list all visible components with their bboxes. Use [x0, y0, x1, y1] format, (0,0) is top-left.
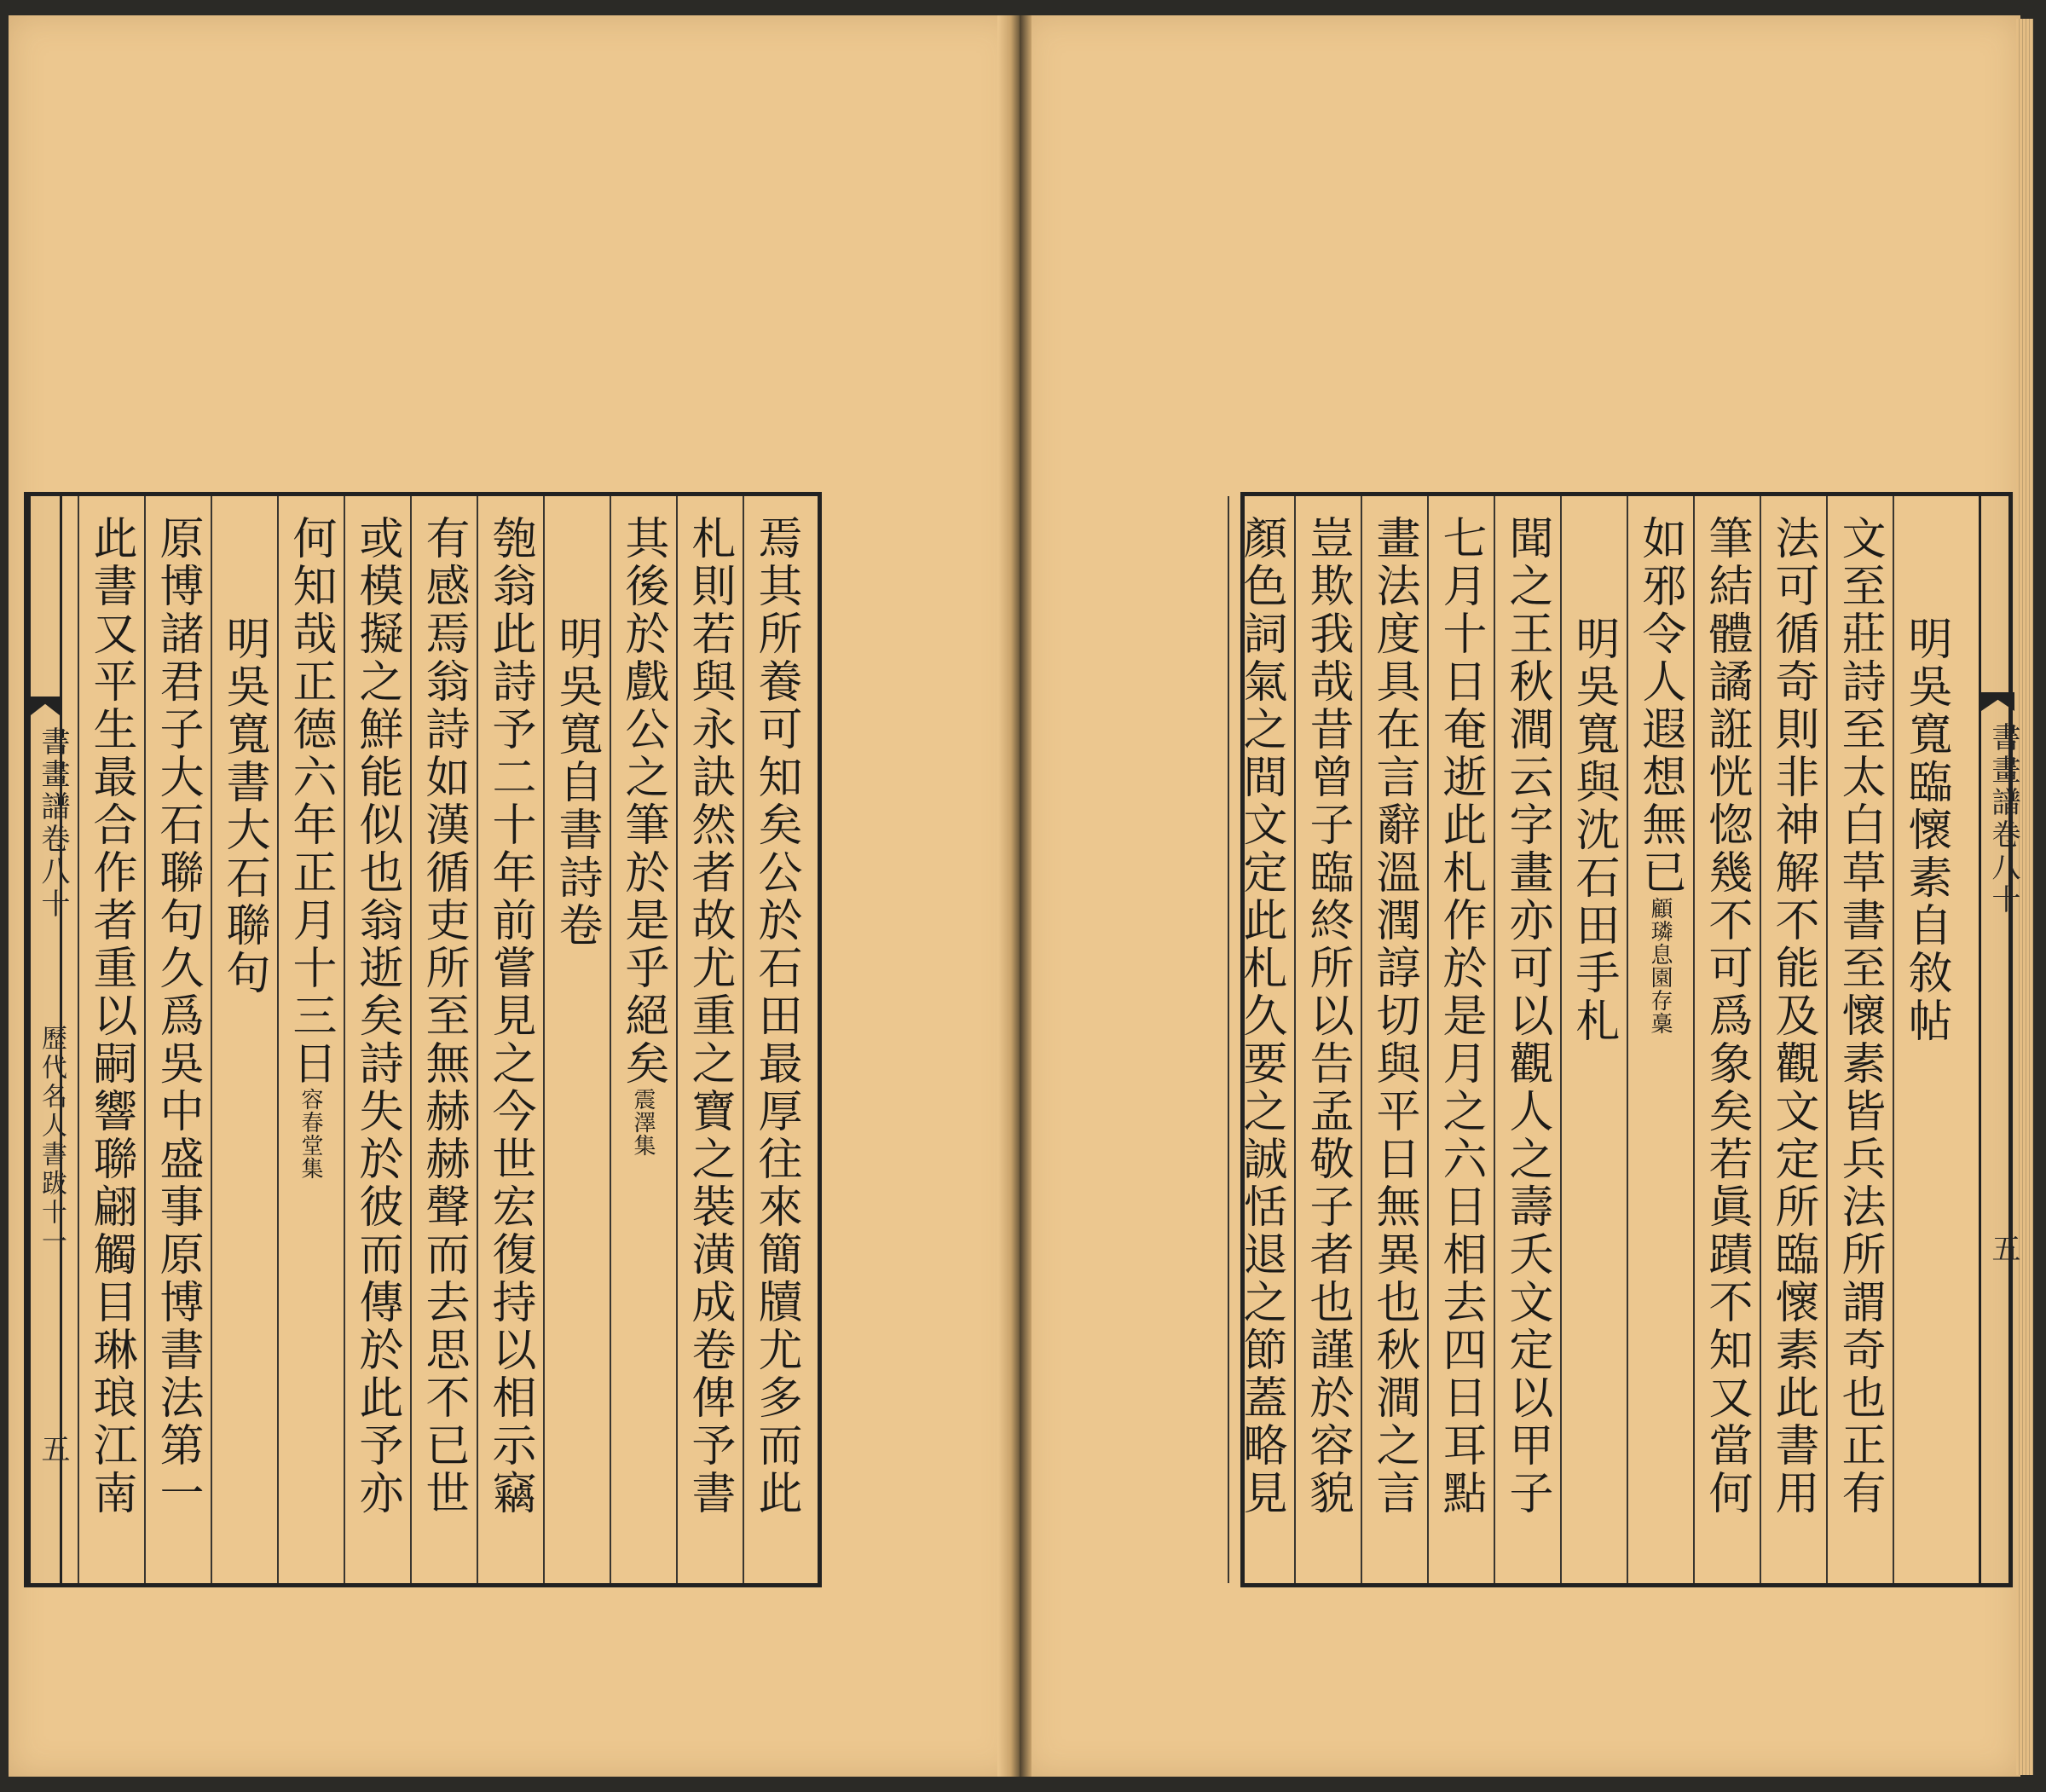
book-gutter-right — [1020, 15, 1032, 1777]
text-column — [1627, 496, 1693, 1583]
source-note: 顧璘息園存稾 — [1647, 897, 1673, 1035]
text-column — [144, 496, 211, 1583]
strip-page-number-right: 五 — [1986, 1234, 2020, 1266]
strip-page-number: 五 — [36, 1434, 70, 1466]
text-column — [344, 496, 410, 1583]
text-column — [1361, 496, 1427, 1583]
text-column — [610, 496, 676, 1583]
column-text: 明吳寬自書詩卷 — [551, 616, 602, 950]
column-text: 聞之王秋澗云字畫亦可以觀人之壽夭文定以甲子 — [1501, 515, 1552, 1517]
column-text: 此書又平生最合作者重以嗣響聯翩觸目琳琅江南 — [85, 515, 136, 1517]
text-column — [1893, 496, 1959, 1583]
strip-title-right: 書畫譜卷八十 — [1986, 722, 2020, 916]
column-text: 原博諸君子大石聯句久爲吳中盛事原博書法第一 — [152, 515, 203, 1517]
text-column — [410, 496, 477, 1583]
column-text: 七月十日奄逝此札作於是月之六日相去四日耳點 — [1435, 515, 1486, 1517]
column-text: 何知哉正德六年正月十三日 — [285, 515, 336, 1088]
column-text: 匏翁此詩予二十年前嘗見之今世宏復持以相示竊 — [484, 515, 535, 1517]
text-column — [543, 496, 610, 1583]
column-text: 明吳寬書大石聯句 — [218, 616, 269, 997]
text-column — [277, 496, 344, 1583]
right-text-frame — [1235, 492, 2013, 1587]
source-note: 容春堂集 — [298, 1088, 323, 1180]
text-column — [78, 496, 144, 1583]
center-strip — [28, 496, 70, 1583]
column-text: 文至莊詩至太白草書至懷素皆兵法所謂奇也正有 — [1834, 515, 1885, 1517]
column-text: 焉其所養可知矣公於石田最厚往來簡牘尤多而此 — [750, 515, 801, 1517]
fish-tail-mark — [31, 697, 60, 715]
column-text: 豈欺我哉昔曾子臨終所以告孟敬子者也謹於容貌 — [1302, 515, 1353, 1517]
text-column — [211, 496, 277, 1583]
book-gutter — [997, 15, 1020, 1777]
left-text-frame — [24, 492, 822, 1587]
column-text: 其後於戲公之筆於是乎絕矣 — [617, 515, 668, 1088]
column-text: 明吳寬與沈石田手札 — [1568, 616, 1619, 1045]
text-column — [1560, 496, 1627, 1583]
text-column — [1760, 496, 1826, 1583]
column-text: 法可循奇則非神解不能及觀文定所臨懷素此書用 — [1767, 515, 1818, 1517]
text-column — [1826, 496, 1893, 1583]
fish-tail-mark-right — [1981, 692, 2014, 711]
column-text: 有感焉翁詩如漢循吏所至無赫赫聲而去思不已世 — [418, 515, 469, 1517]
right-center-strip — [1979, 492, 2020, 1587]
column-text: 顏色詞氣之間文定此札久要之誠恬退之節蓋略見 — [1235, 515, 1286, 1517]
text-column — [743, 496, 809, 1583]
text-column — [1294, 496, 1361, 1583]
column-text: 明吳寬臨懷素自敘帖 — [1900, 616, 1951, 1045]
text-column — [676, 496, 743, 1583]
column-text: 如邪令人遐想無已 — [1634, 515, 1685, 897]
strip-title: 書畫譜卷八十 — [36, 726, 70, 921]
text-column — [1693, 496, 1760, 1583]
column-text: 札則若與永訣然者故尤重之寶之裝潢成卷俾予書 — [684, 515, 735, 1517]
text-column — [1228, 496, 1294, 1583]
text-column — [477, 496, 543, 1583]
text-column — [1494, 496, 1560, 1583]
column-text: 或模擬之鮮能似也翁逝矣詩失於彼而傳於此予亦 — [351, 515, 402, 1517]
column-text: 筆結體譎誑恍惚幾不可爲象矣若眞蹟不知又當何 — [1701, 515, 1752, 1517]
source-note: 震澤集 — [630, 1088, 656, 1157]
text-column — [1427, 496, 1494, 1583]
strip-section: 歷代名人書跋十一 — [37, 1025, 66, 1257]
column-text: 畫法度具在言辭溫潤諄切與平日無異也秋澗之言 — [1368, 515, 1419, 1517]
